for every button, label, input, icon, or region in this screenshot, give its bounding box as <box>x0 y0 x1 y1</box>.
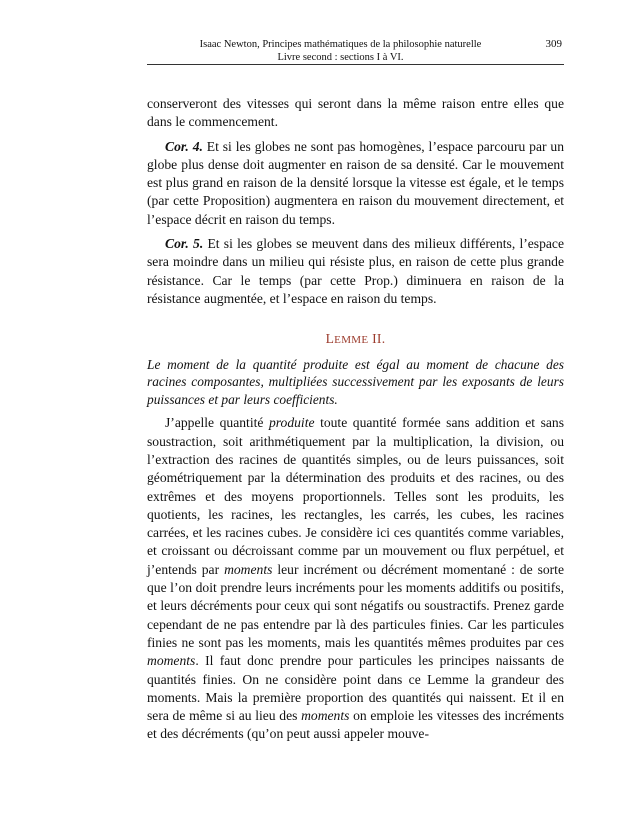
body-emphasis-produite: produite <box>268 415 315 431</box>
lemma-body-paragraph <box>147 414 564 743</box>
body-text-1: J’appelle quantité <box>165 415 269 431</box>
corollary-5-text: Et si les globes se meuvent dans des milieux différents, l’espace sera moindre dans un milieu qui résiste plus, en raison de cette plus grande résistance. Car le temps (par cette Prop.) diminuera en raison de la résistance augmentée, et l’espace en raison du temps. <box>147 236 564 306</box>
header-title: Isaac Newton, Principes mathématiques de la philosophie naturelle <box>199 39 482 50</box>
lemma-title-rest: EMME <box>334 334 369 347</box>
lemma-title-number: II. <box>368 331 386 347</box>
corollary-4-text: Et si les globes ne sont pas homogènes, l’espace parcouru par un globe plus dense doit augmenter en raison de sa densité. Car le mouvement est plus grand en raison de la densité lorsque la vitesse est égale, et le temps (par cette Proposition) augmentera en raison du mouvement directement, et l’espace décrit en raison du temps. <box>147 138 564 227</box>
corollary-5 <box>147 235 564 308</box>
body-text-3: leur incrément ou décrément momentané : de sorte que l’on doit prendre leurs incréments pour les moments additifs ou positifs, et leurs décréments pour ceux qui sont négatifs ou soustractifs. Prenez garde cependant de ne pas entendre par là des particules finies. Car les particules finies ne sont pas les moments, mais les quantités mêmes produites par ces <box>147 561 564 650</box>
corollary-5-label: Cor. 5. <box>165 236 204 252</box>
page-body <box>147 95 564 744</box>
body-text-5: on emploie les vitesses des incréments et des décréments (qu’on peut aussi appeler mouve- <box>147 708 565 742</box>
header-subtitle: Livre second : sections I à VI. <box>277 52 404 63</box>
lemma-statement: Le moment de la quantité produite est égal au moment de chacune des racines composantes, multipliées successivement par les exposants de leurs puissances et par leurs coefficients. <box>147 356 564 407</box>
lemma-title-initial: L <box>325 331 335 347</box>
lemma-title <box>147 330 564 349</box>
body-emphasis-moments-1: moments <box>224 561 273 577</box>
body-text-4: . Il faut donc prendre pour particules les principes naissants de quantités finies. On ne considère point dans ce Lemme la grandeur des moments. Mais la première proportion des quantités qui naissent. Et il en sera de même si au lieu des <box>147 653 564 724</box>
paragraph-continuation: conserveront des vitesses qui seront dans la même raison entre elles que dans le commencement. <box>147 96 564 130</box>
body-emphasis-moments-2: moments <box>147 653 196 669</box>
body-emphasis-moments-3: moments <box>301 708 350 724</box>
running-head <box>147 38 564 65</box>
body-text-2: toute quantité formée sans addition et sans soustraction, soit arithmétiquement par la multiplication, la division, ou l’extraction des racines de quantités simples, ou de leurs puissances, soit géométriquement par la détermination des produits et des racines, ou des extrêmes et des moyens proportionnels. Telles sont les produits, les quotients, les racines, les rectangles, les carrés, les cubes, les racines carrées, et les racines cubes. Je considère ici ces quantités comme variables, et croissant ou décroissant comme par un mouvement ou flux perpétuel, et j’entends par <box>147 415 564 577</box>
corollary-4 <box>147 138 564 229</box>
corollary-4-label: Cor. 4. <box>165 138 203 154</box>
page <box>147 38 564 744</box>
page-number: 309 <box>545 38 562 50</box>
